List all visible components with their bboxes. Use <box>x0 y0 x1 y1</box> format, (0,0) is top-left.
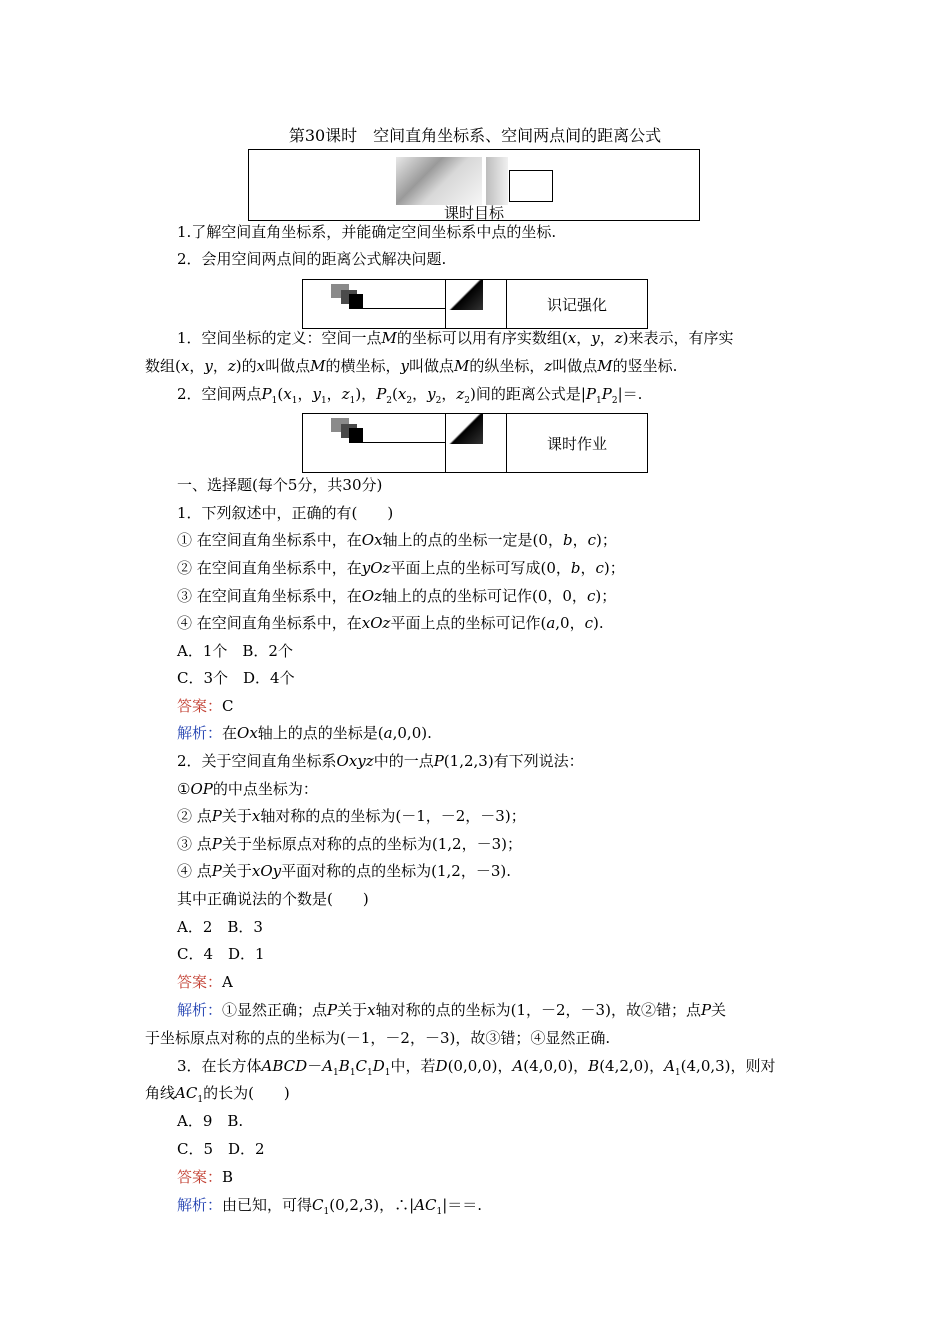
memory-heading: 识记强化 <box>546 295 607 314</box>
q2-statement-2: ② 点P关于x轴对称的点的坐标为(－1，－2，－3)； <box>177 807 526 825</box>
q1-options-ab: A．1个 B．2个 <box>177 642 293 660</box>
banner-triangle-icon <box>447 414 483 444</box>
q3-options-cd: C．5 D．2 <box>177 1140 265 1158</box>
q1-statement-1: ① 在空间直角坐标系中，在Ox轴上的点的坐标一定是(0，b，c)； <box>177 531 617 549</box>
page-title: 第30课时 空间直角坐标系、空间两点间的距离公式 <box>288 126 662 145</box>
banner-decoration <box>396 157 482 205</box>
q1-explanation: 解析：在Ox轴上的点的坐标是(a,0,0). <box>177 724 432 742</box>
q2-explanation-1: 解析：①显然正确；点P关于x轴对称的点的坐标为(1，－2，－3)，故②错；点P关 <box>177 1001 727 1019</box>
objectives-heading: 课时目标 <box>443 204 504 222</box>
q1-stem: 1．下列叙述中，正确的有( ) <box>177 504 394 522</box>
q2-stem: 2．关于空间直角坐标系Oxyz中的一点P(1,2,3)有下列说法： <box>177 752 584 770</box>
objectives-banner <box>248 149 700 221</box>
q3-explanation: 解析：由已知，可得$C_1(0,2,3)$，$\therefore|AC_1|==$. <box>177 1196 483 1217</box>
q1-answer: 答案：C <box>177 697 234 715</box>
objective-2: 2．会用空间两点间的距离公式解决问题. <box>177 250 447 268</box>
memory-line-3: 2．空间两点$P_1(x_1$，$y_1$，$z_1$)，$P_2(x_2$，$y_2$，$z_2$)间的距离公式是$|P_1P_2|=$. <box>177 385 643 406</box>
q3-stem-cont: 角线$AC_1$的长为( ) <box>145 1084 290 1105</box>
q1-options-cd: C．3个 D．4个 <box>177 669 295 687</box>
memory-line-1: 1．空间坐标的定义：空间一点M的坐标可以用有序实数组(x，y，z)来表示，有序实 <box>177 329 734 347</box>
q2-count: 其中正确说法的个数是( ) <box>177 890 369 908</box>
homework-heading: 课时作业 <box>546 434 607 453</box>
q2-answer: 答案：A <box>177 973 233 991</box>
banner-decoration-bar <box>486 157 508 205</box>
q2-options-cd: C．4 D．1 <box>177 945 265 963</box>
q2-statement-4: ④ 点P关于xOy平面对称的点的坐标为(1,2，－3). <box>177 862 511 880</box>
q1-statement-3: ③ 在空间直角坐标系中，在Oz轴上的点的坐标可记作(0，0，c)； <box>177 587 617 605</box>
objective-1: 1.了解空间直角坐标系，并能确定空间坐标系中点的坐标. <box>177 223 557 241</box>
banner-triangle-icon <box>447 280 483 310</box>
q2-options-ab: A．2 B．3 <box>177 918 263 936</box>
section-heading: 一、选择题(每个5分，共30分) <box>177 476 383 494</box>
q2-statement-1: ①OP的中点坐标为： <box>177 780 318 798</box>
q1-statement-4: ④ 在空间直角坐标系中，在xOz平面上点的坐标可记作(a,0，c). <box>177 614 604 632</box>
memory-banner <box>302 279 648 329</box>
q1-statement-2: ② 在空间直角坐标系中，在yOz平面上点的坐标可写成(0，b，c)； <box>177 559 625 577</box>
banner-frame <box>509 170 553 202</box>
memory-line-2: 数组(x，y，z)的x叫做点M的横坐标，y叫做点M的纵坐标，z叫做点M的竖坐标. <box>145 357 678 375</box>
homework-banner <box>302 413 648 473</box>
q2-explanation-2: 于坐标原点对称的点的坐标为(－1，－2，－3)，故③错；④显然正确. <box>145 1029 611 1047</box>
q3-stem: 3．在长方体$ABCD-A_1B_1C_1D_1$中，若D(0,0,0)，A(4,0,0)，B(4,2,0)，$A_1(4,0,3)$，则对 <box>177 1057 776 1078</box>
q3-answer: 答案：B <box>177 1168 234 1186</box>
q2-statement-3: ③ 点P关于坐标原点对称的点的坐标为(1,2，－3)； <box>177 835 522 853</box>
q3-options-ab: A．9 B. <box>177 1112 244 1130</box>
